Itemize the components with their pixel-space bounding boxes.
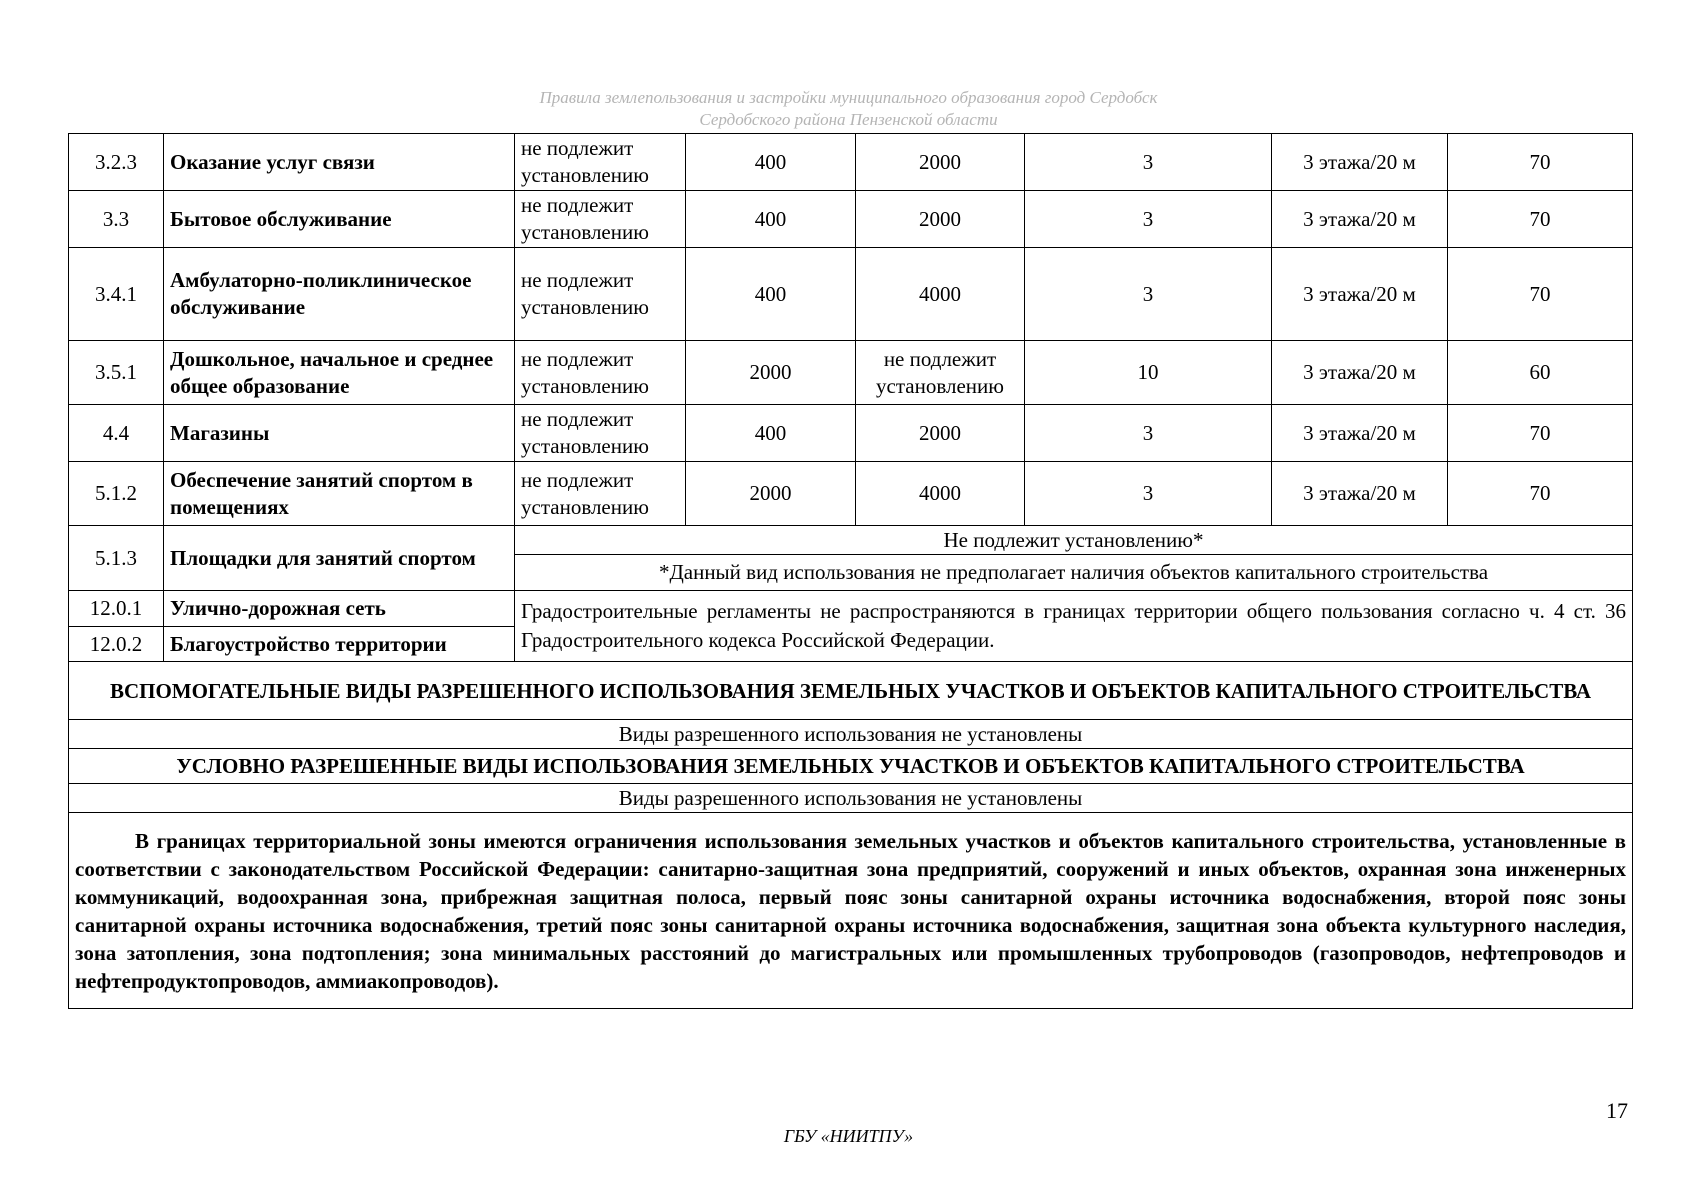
row-name: Амбулаторно-поликлиническое обслуживание bbox=[164, 248, 515, 341]
page-number: 17 bbox=[1606, 1098, 1628, 1123]
row-name: Обеспечение занятий спортом в помещениях bbox=[164, 462, 515, 526]
table-row bbox=[69, 526, 1633, 555]
row-name: Оказание услуг связи bbox=[164, 134, 515, 191]
table-row bbox=[69, 462, 1633, 526]
row-value-6: 3 bbox=[1025, 191, 1272, 248]
row-percent: 70 bbox=[1448, 134, 1633, 191]
row-value-6: 3 bbox=[1025, 248, 1272, 341]
row-value-6: 3 bbox=[1025, 462, 1272, 526]
row-value-4: 2000 bbox=[686, 462, 856, 526]
row-name: Бытовое обслуживание bbox=[164, 191, 515, 248]
row-code: 3.5.1 bbox=[69, 341, 164, 405]
restrictions-cell bbox=[69, 813, 1633, 1009]
row-value-4: 400 bbox=[686, 191, 856, 248]
row-min-area: не подлежит установлению bbox=[515, 191, 686, 248]
conditional-uses-text: Виды разрешенного использования не установлены bbox=[69, 784, 1633, 813]
row-value-5: 4000 bbox=[856, 462, 1025, 526]
row-value-4: 2000 bbox=[686, 341, 856, 405]
row-value-4: 400 bbox=[686, 405, 856, 462]
table-row bbox=[69, 720, 1633, 749]
not-subject-note: Не подлежит установлению* bbox=[515, 526, 1633, 555]
row-value-5: 2000 bbox=[856, 191, 1025, 248]
row-floors: 3 этажа/20 м bbox=[1272, 405, 1448, 462]
row-value-5: 2000 bbox=[856, 405, 1025, 462]
regulations-note: Градостроительные регламенты не распространяются в границах территории общего пользования согласно ч. 4 ст. 36 Градостроительного кодекса Российской Федерации. bbox=[515, 591, 1633, 662]
running-header-line2: Сердобского района Пензенской области bbox=[699, 110, 998, 129]
row-value-5: 4000 bbox=[856, 248, 1025, 341]
row-min-area: не подлежит установлению bbox=[515, 405, 686, 462]
row-min-area: не подлежит установлению bbox=[515, 462, 686, 526]
row-value-6: 10 bbox=[1025, 341, 1272, 405]
auxiliary-uses-text: Виды разрешенного использования не установлены bbox=[69, 720, 1633, 749]
section-header-row bbox=[69, 749, 1633, 784]
restrictions-text: В границах территориальной зоны имеются ограничения использования земельных участков и объектов капитального строительства, установленные в соответствии с законодательством Российской Федерации: санитарно-защитная зона предприятий, сооружений и иных объектов, охранная зона инженерных коммуникаций, водоохранная зона, прибрежная защитная полоса, первый пояс зоны санитарной охраны источника водоснабжения, второй пояс зоны санитарной охраны источника водоснабжения, третий пояс зоны санитарной охраны источника водоснабжения, защитная зона объекта культурного наследия, зона затопления, зона подтопления; зона минимальных расстояний до магистральных или промышленных трубопроводов (газопроводов, нефтепроводов и нефтепродуктопроводов, аммиакопроводов). bbox=[75, 828, 1626, 993]
table-row bbox=[69, 591, 1633, 627]
row-code: 5.1.3 bbox=[69, 526, 164, 591]
table-row bbox=[69, 813, 1633, 1009]
table-row bbox=[69, 341, 1633, 405]
table-row bbox=[69, 248, 1633, 341]
table-row bbox=[69, 784, 1633, 813]
row-value-4: 400 bbox=[686, 248, 856, 341]
row-percent: 70 bbox=[1448, 462, 1633, 526]
row-name: Улично-дорожная сеть bbox=[164, 591, 515, 627]
row-name: Благоустройство территории bbox=[164, 627, 515, 662]
zoning-regulations-table bbox=[68, 133, 1633, 1009]
row-floors: 3 этажа/20 м bbox=[1272, 134, 1448, 191]
row-name: Дошкольное, начальное и среднее общее образование bbox=[164, 341, 515, 405]
row-floors: 3 этажа/20 м bbox=[1272, 341, 1448, 405]
row-value-5: 2000 bbox=[856, 134, 1025, 191]
page-footer: ГБУ «НИИТПУ» bbox=[783, 1126, 914, 1146]
row-code: 12.0.1 bbox=[69, 591, 164, 627]
conditional-uses-title: УСЛОВНО РАЗРЕШЕННЫЕ ВИДЫ ИСПОЛЬЗОВАНИЯ ЗЕМЕЛЬНЫХ УЧАСТКОВ И ОБЪЕКТОВ КАПИТАЛЬНОГО СТРОИТЕЛЬСТВА bbox=[69, 749, 1633, 784]
section-header-row bbox=[69, 662, 1633, 720]
row-percent: 70 bbox=[1448, 191, 1633, 248]
row-code: 5.1.2 bbox=[69, 462, 164, 526]
table-row bbox=[69, 134, 1633, 191]
row-value-6: 3 bbox=[1025, 405, 1272, 462]
table-row bbox=[69, 191, 1633, 248]
row-min-area: не подлежит установлению bbox=[515, 248, 686, 341]
row-name: Магазины bbox=[164, 405, 515, 462]
row-name: Площадки для занятий спортом bbox=[164, 526, 515, 591]
row-code: 3.2.3 bbox=[69, 134, 164, 191]
running-header-line1: Правила землепользования и застройки муниципального образования город Сердобск bbox=[539, 88, 1158, 107]
row-min-area: не подлежит установлению bbox=[515, 341, 686, 405]
row-percent: 60 bbox=[1448, 341, 1633, 405]
row-floors: 3 этажа/20 м bbox=[1272, 248, 1448, 341]
row-value-5: не подлежит установлению bbox=[856, 341, 1025, 405]
row-floors: 3 этажа/20 м bbox=[1272, 191, 1448, 248]
row-percent: 70 bbox=[1448, 405, 1633, 462]
footnote-note: *Данный вид использования не предполагает наличия объектов капитального строительства bbox=[515, 555, 1633, 591]
table-row bbox=[69, 405, 1633, 462]
row-code: 3.3 bbox=[69, 191, 164, 248]
auxiliary-uses-title: ВСПОМОГАТЕЛЬНЫЕ ВИДЫ РАЗРЕШЕННОГО ИСПОЛЬЗОВАНИЯ ЗЕМЕЛЬНЫХ УЧАСТКОВ И ОБЪЕКТОВ КАПИТАЛЬНОГО СТРОИТЕЛЬСТВА bbox=[69, 662, 1633, 720]
row-min-area: не подлежит установлению bbox=[515, 134, 686, 191]
row-floors: 3 этажа/20 м bbox=[1272, 462, 1448, 526]
row-percent: 70 bbox=[1448, 248, 1633, 341]
row-code: 4.4 bbox=[69, 405, 164, 462]
row-value-4: 400 bbox=[686, 134, 856, 191]
row-code: 12.0.2 bbox=[69, 627, 164, 662]
row-value-6: 3 bbox=[1025, 134, 1272, 191]
row-code: 3.4.1 bbox=[69, 248, 164, 341]
